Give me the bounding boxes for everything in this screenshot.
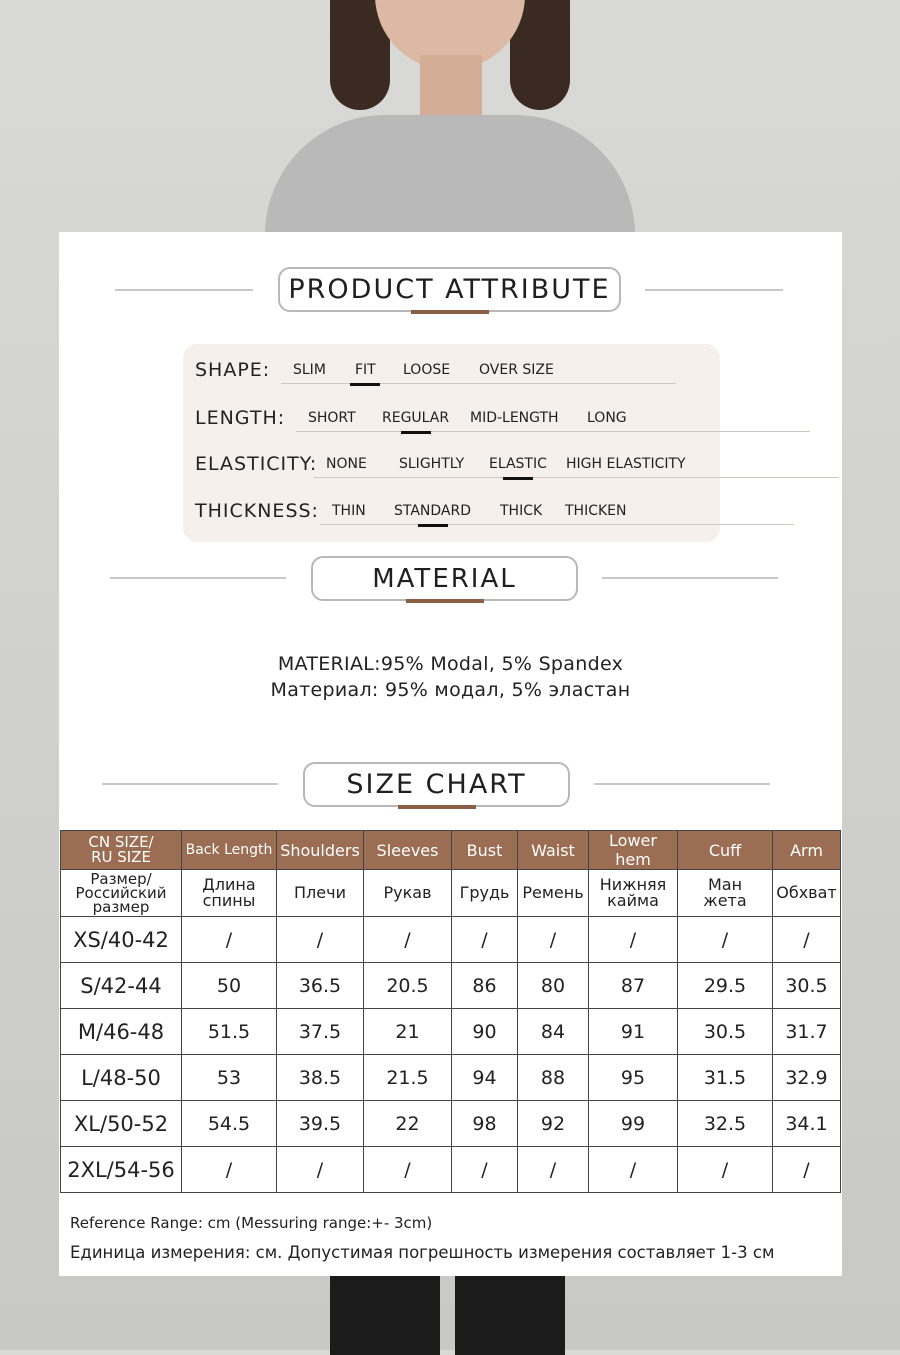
table-cell: 88	[518, 1055, 589, 1101]
divider-line	[594, 783, 770, 785]
table-cell: 36.5	[277, 963, 364, 1009]
table-cell: 32.5	[678, 1101, 773, 1147]
table-header-row	[61, 831, 841, 870]
table-cell: 21.5	[364, 1055, 452, 1101]
table-cell: 34.1	[773, 1101, 841, 1147]
attribute-option: MID-LENGTH	[470, 410, 559, 426]
table-row	[61, 1055, 841, 1101]
title-underline	[398, 805, 476, 809]
attribute-option-selected: ELASTIC	[489, 456, 547, 472]
divider-line	[102, 783, 278, 785]
product-attribute-title	[278, 267, 621, 312]
table-cell: 38.5	[277, 1055, 364, 1101]
table-cell: /	[589, 917, 678, 963]
table-header-cell: Arm	[773, 831, 841, 870]
table-cell: 22	[364, 1101, 452, 1147]
table-cell: 98	[452, 1101, 518, 1147]
product-attribute-title-text: PRODUCT ATTRIBUTE	[288, 274, 611, 305]
table-cell: 50	[182, 963, 277, 1009]
table-cell: 21	[364, 1009, 452, 1055]
table-cell: 95	[589, 1055, 678, 1101]
attribute-option-selected: REGULAR	[382, 410, 450, 426]
divider-line	[110, 577, 286, 579]
table-header-cell: Ремень	[518, 870, 589, 917]
table-row	[61, 1147, 841, 1193]
table-header-cell: Длина спины	[182, 870, 277, 917]
title-underline	[411, 310, 489, 314]
attribute-option: THICK	[500, 503, 543, 519]
table-cell: 31.5	[678, 1055, 773, 1101]
table-cell: /	[277, 917, 364, 963]
size-chart-table	[60, 830, 841, 1193]
table-cell: 99	[589, 1101, 678, 1147]
attribute-option: SLIM	[293, 362, 326, 378]
table-row	[61, 1101, 841, 1147]
attribute-option: SLIGHTLY	[399, 456, 465, 472]
table-cell: /	[182, 1147, 277, 1193]
table-cell: M/46-48	[61, 1009, 182, 1055]
table-header-cell: Нижняя кайма	[589, 870, 678, 917]
table-cell: /	[364, 917, 452, 963]
attribute-option: THICKEN	[565, 503, 627, 519]
table-cell: S/42-44	[61, 963, 182, 1009]
attribute-label: SHAPE:	[195, 359, 271, 381]
table-cell: 37.5	[277, 1009, 364, 1055]
reference-range-note: Reference Range: cm (Messuring range:+- 3cm)	[70, 1214, 433, 1232]
table-cell: 31.7	[773, 1009, 841, 1055]
attribute-panel	[183, 344, 720, 542]
attribute-option-selected: FIT	[355, 362, 376, 378]
attribute-option-selected: STANDARD	[394, 503, 472, 519]
table-cell: 80	[518, 963, 589, 1009]
table-cell: 54.5	[182, 1101, 277, 1147]
table-header-cell: Рукав	[364, 870, 452, 917]
table-cell: /	[678, 1147, 773, 1193]
table-cell: /	[678, 917, 773, 963]
divider-line	[645, 289, 783, 291]
table-header-cell: Плечи	[277, 870, 364, 917]
attribute-baseline	[314, 477, 839, 478]
size-chart-title	[303, 762, 570, 807]
table-header-cell: Sleeves	[364, 831, 452, 870]
table-cell: /	[518, 1147, 589, 1193]
table-cell: 84	[518, 1009, 589, 1055]
product-info-card	[59, 232, 842, 1276]
table-header-cell: Ман жета	[678, 870, 773, 917]
table-header-cell: Обхват	[773, 870, 841, 917]
table-row	[61, 963, 841, 1009]
table-cell: /	[277, 1147, 364, 1193]
table-cell: XL/50-52	[61, 1101, 182, 1147]
table-cell: 30.5	[678, 1009, 773, 1055]
black-trousers	[330, 1275, 440, 1355]
table-cell: 90	[452, 1009, 518, 1055]
black-trousers	[455, 1275, 565, 1355]
table-cell: 87	[589, 963, 678, 1009]
title-underline	[406, 599, 484, 603]
table-header-cell: Размер/ Российский размер	[61, 870, 182, 917]
table-header-cell: CN SIZE/ RU SIZE	[61, 831, 182, 870]
table-cell: /	[773, 917, 841, 963]
table-header-cell: Bust	[452, 831, 518, 870]
table-cell: L/48-50	[61, 1055, 182, 1101]
divider-line	[115, 289, 253, 291]
table-cell: /	[773, 1147, 841, 1193]
table-cell: 91	[589, 1009, 678, 1055]
table-cell: 20.5	[364, 963, 452, 1009]
attribute-baseline	[296, 431, 810, 432]
table-cell: 92	[518, 1101, 589, 1147]
table-header-cell: Lower hem	[589, 831, 678, 870]
table-header-cell: Shoulders	[277, 831, 364, 870]
table-cell: /	[182, 917, 277, 963]
table-header-row	[61, 870, 841, 917]
table-cell: 2XL/54-56	[61, 1147, 182, 1193]
table-row	[61, 917, 841, 963]
table-cell: 39.5	[277, 1101, 364, 1147]
attribute-option: HIGH ELASTICITY	[566, 456, 686, 472]
table-cell: 29.5	[678, 963, 773, 1009]
table-cell: 94	[452, 1055, 518, 1101]
table-cell: /	[589, 1147, 678, 1193]
table-header-cell: Waist	[518, 831, 589, 870]
attribute-baseline	[320, 524, 794, 525]
table-cell: XS/40-42	[61, 917, 182, 963]
table-cell: /	[452, 1147, 518, 1193]
table-cell: /	[364, 1147, 452, 1193]
attribute-label: ELASTICITY:	[195, 453, 318, 475]
material-title-text: MATERIAL	[372, 563, 517, 594]
attribute-option: NONE	[326, 456, 367, 472]
table-cell: 51.5	[182, 1009, 277, 1055]
table-cell: /	[518, 917, 589, 963]
attribute-option: THIN	[332, 503, 366, 519]
table-cell: 86	[452, 963, 518, 1009]
table-cell: 32.9	[773, 1055, 841, 1101]
attribute-option: LONG	[587, 410, 627, 426]
table-header-cell: Грудь	[452, 870, 518, 917]
material-russian: Материал: 95% модал, 5% эластан	[270, 679, 631, 701]
attribute-label: LENGTH:	[195, 407, 286, 429]
measurement-unit-note-ru: Единица измерения: см. Допустимая погрешность измерения составляет 1-3 см	[70, 1243, 775, 1262]
attribute-baseline	[281, 383, 676, 384]
table-cell: /	[452, 917, 518, 963]
table-cell: 30.5	[773, 963, 841, 1009]
material-english: MATERIAL:95% Modal, 5% Spandex	[277, 653, 624, 675]
table-header-cell: Cuff	[678, 831, 773, 870]
table-cell: 53	[182, 1055, 277, 1101]
table-row	[61, 1009, 841, 1055]
table-header-cell: Back Length	[182, 831, 277, 870]
attribute-label: THICKNESS:	[195, 500, 319, 522]
material-title	[311, 556, 578, 601]
attribute-option: OVER SIZE	[479, 362, 554, 378]
attribute-option: LOOSE	[403, 362, 451, 378]
attribute-option: SHORT	[308, 410, 356, 426]
size-chart-title-text: SIZE CHART	[346, 769, 527, 800]
divider-line	[602, 577, 778, 579]
